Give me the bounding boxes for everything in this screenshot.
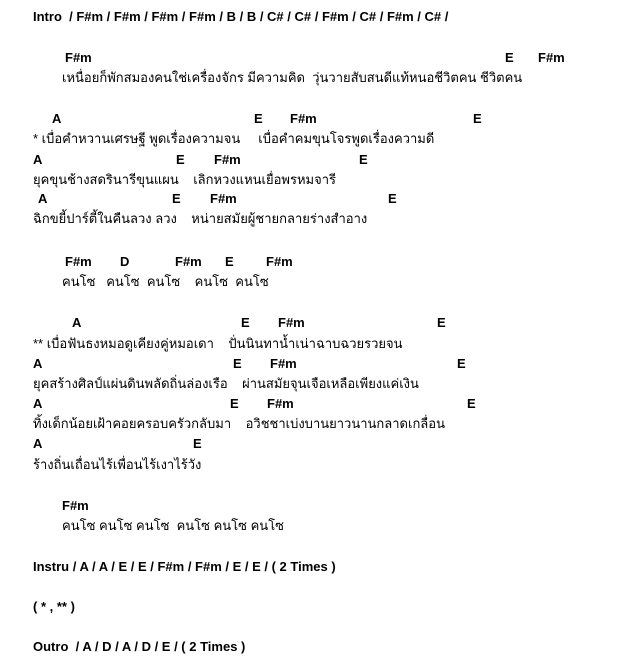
chord: A [38,191,48,206]
chord: F#m [214,152,241,167]
lyric-line: ทิ้งเด็กน้อยเฝ้าคอยครอบครัวกลับมา อวิชชาเบ่งบานยาวนานกลาดเกลื่อน [33,416,445,431]
chord: F#m [267,396,294,411]
chord: A [33,152,43,167]
chord: F#m [210,191,237,206]
chord: E [233,356,242,371]
chord: E [467,396,476,411]
lyric-line: คนโซ คนโซ คนโซ คนโซ คนโซ [62,274,269,289]
chord: E [172,191,181,206]
chord: F#m [175,254,202,269]
chord: E [388,191,397,206]
chord: E [359,152,368,167]
chord: D [120,254,130,269]
chord: F#m [538,50,565,65]
chord: E [437,315,446,330]
chord: A [72,315,82,330]
chord: A [33,436,43,451]
lyric-line: เหนื่อยก็พักสมองคนใช่เครื่องจักร มีความคิด วุ่นวายสับสนดีแท้หนอชีวิตคน ชีวิตคน [62,70,523,85]
intro-line: Intro / F#m / F#m / F#m / F#m / B / B / C# / C# / F#m / C# / F#m / C# / [33,9,449,24]
chord: E [473,111,482,126]
chord: E [241,315,250,330]
chord: E [457,356,466,371]
outro-line: Outro / A / D / A / D / E / ( 2 Times ) [33,639,246,654]
chord: A [52,111,62,126]
chord: E [505,50,514,65]
chord: E [176,152,185,167]
lyric-line: ยุคขุนช้างสดรินารีขุนแผน เลิกหวงแหนเยื่อพรหมจารี [33,172,336,187]
chord: F#m [290,111,317,126]
chord: E [193,436,202,451]
lyric-line: ฉิกขยี้ปาร์ตี้ในคืนลวง ลวง หน่ายสมัยผู้ชายกลายร่างสำอาง [33,211,368,226]
chord: F#m [266,254,293,269]
chord: F#m [65,254,92,269]
chord: F#m [62,498,89,513]
lyric-line: ยุคสร้างศิลป์แผ่นดินพลัดถิ่นล่องเรือ ผ่านสมัยจุนเจือเหลือเพียงแค่เงิน [33,376,419,391]
lyric-line: ** เบื่อฟันธงหมอดูเคียงคู่หมอเดา ปั่นนินทาน้ำเน่าฉาบฉวยรวยจน [33,336,403,351]
chord: A [33,356,43,371]
chord: E [230,396,239,411]
chord: E [254,111,263,126]
lyric-line: ร้างถิ่นเถื่อนไร้เพื่อนไร้เงาไร้วัง [33,457,202,472]
chord: F#m [65,50,92,65]
chord: F#m [278,315,305,330]
chord: A [33,396,43,411]
repeat-line: ( * , ** ) [33,599,75,614]
chord: E [225,254,234,269]
lyric-line: คนโซ คนโซ คนโซ คนโซ คนโซ คนโซ [62,518,285,533]
lyric-line: * เบื่อคำหวานเศรษฐี พูดเรื่องความจน เบื่อคำคมขุนโจรพูดเรื่องความดี [33,131,435,146]
chord: F#m [270,356,297,371]
instru-line: Instru / A / A / E / E / F#m / F#m / E / E / ( 2 Times ) [33,559,336,574]
